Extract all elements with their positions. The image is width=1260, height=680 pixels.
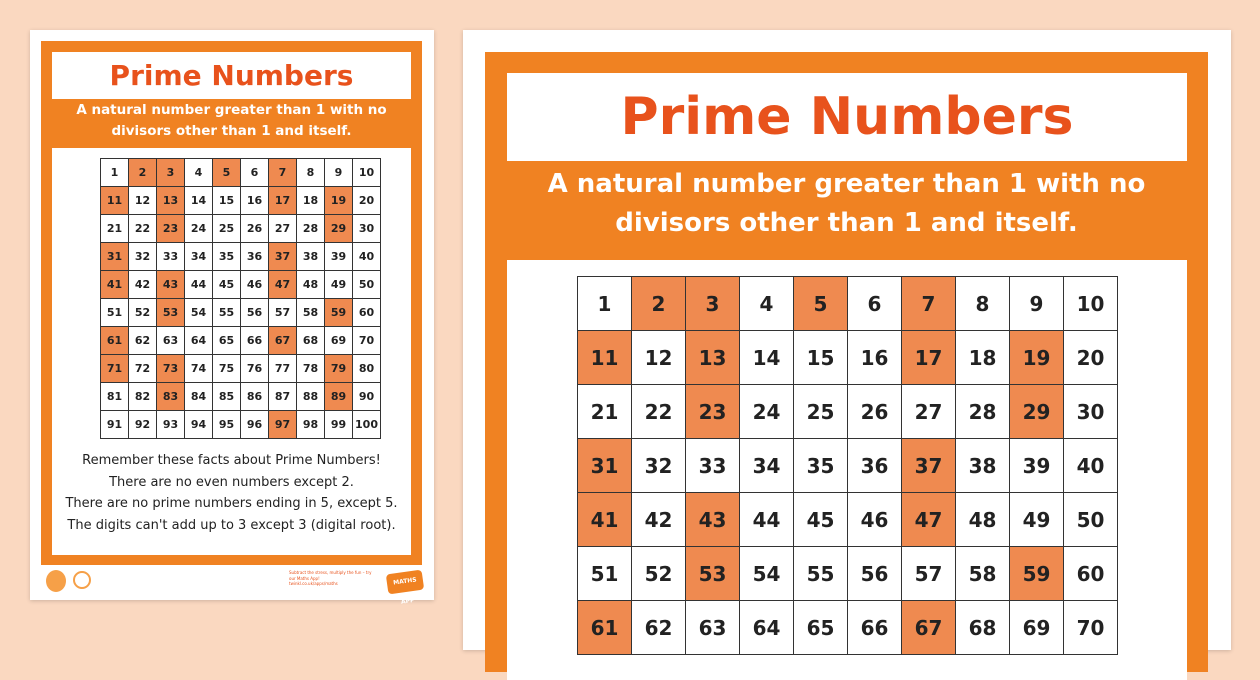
grid-cell: 78 [297, 355, 325, 383]
grid-cell: 4 [185, 159, 213, 187]
grid-row [101, 411, 381, 439]
grid-cell: 32 [632, 439, 686, 493]
poster-thumbnail[interactable] [30, 30, 434, 606]
grid-cell: 4 [740, 277, 794, 331]
grid-cell: 12 [129, 187, 157, 215]
hundred-square-grid [100, 158, 381, 439]
grid-cell: 95 [213, 411, 241, 439]
grid-cell-prime: 23 [686, 385, 740, 439]
maths-app-badge: MATHS APP [386, 570, 424, 595]
poster-footer [41, 567, 422, 606]
grid-cell-prime: 61 [578, 601, 632, 655]
grid-cell-prime: 5 [794, 277, 848, 331]
grid-cell: 49 [325, 271, 353, 299]
grid-cell: 70 [353, 327, 381, 355]
grid-cell: 42 [632, 493, 686, 547]
grid-cell: 60 [1064, 547, 1118, 601]
poster-frame-zoom [485, 52, 1208, 672]
grid-cell: 10 [353, 159, 381, 187]
grid-cell: 26 [848, 385, 902, 439]
grid-cell: 51 [578, 547, 632, 601]
grid-cell: 15 [213, 187, 241, 215]
grid-cell-prime: 23 [157, 215, 185, 243]
grid-cell: 92 [129, 411, 157, 439]
grid-cell: 14 [740, 331, 794, 385]
grid-cell: 56 [241, 299, 269, 327]
grid-cell: 93 [157, 411, 185, 439]
grid-cell-prime: 73 [157, 355, 185, 383]
grid-cell: 66 [241, 327, 269, 355]
grid-cell: 33 [686, 439, 740, 493]
grid-cell: 85 [213, 383, 241, 411]
grid-cell: 40 [1064, 439, 1118, 493]
grid-cell: 30 [353, 215, 381, 243]
grid-row [578, 385, 1118, 439]
grid-cell: 99 [325, 411, 353, 439]
grid-cell: 36 [241, 243, 269, 271]
poster-title: Prime Numbers [52, 52, 411, 99]
grid-cell: 35 [794, 439, 848, 493]
grid-cell: 14 [185, 187, 213, 215]
grid-cell-prime: 47 [269, 271, 297, 299]
grid-cell: 21 [578, 385, 632, 439]
grid-cell: 49 [1010, 493, 1064, 547]
grid-cell: 46 [241, 271, 269, 299]
grid-cell: 10 [1064, 277, 1118, 331]
grid-cell: 44 [185, 271, 213, 299]
grid-cell-prime: 31 [101, 243, 129, 271]
grid-cell: 16 [848, 331, 902, 385]
grid-cell: 55 [794, 547, 848, 601]
grid-cell: 1 [101, 159, 129, 187]
grid-cell-prime: 79 [325, 355, 353, 383]
grid-cell-prime: 59 [1010, 547, 1064, 601]
grid-cell: 32 [129, 243, 157, 271]
grid-cell-prime: 11 [578, 331, 632, 385]
poster-zoom-preview[interactable] [463, 30, 1231, 650]
grid-cell-prime: 41 [101, 271, 129, 299]
fact-item: The digits can't add up to 3 except 3 (digital root). [67, 517, 396, 533]
subtitle-line-2: divisors other than 1 and itself. [615, 208, 1078, 238]
grid-cell: 45 [213, 271, 241, 299]
twinkl-logo-icon [46, 570, 66, 592]
grid-cell-prime: 71 [101, 355, 129, 383]
grid-cell: 25 [213, 215, 241, 243]
fact-item: There are no even numbers except 2. [109, 474, 354, 490]
grid-cell: 60 [353, 299, 381, 327]
grid-row [101, 243, 381, 271]
grid-cell-prime: 61 [101, 327, 129, 355]
grid-cell-prime: 31 [578, 439, 632, 493]
grid-cell: 22 [632, 385, 686, 439]
grid-cell: 1 [578, 277, 632, 331]
grid-cell: 52 [129, 299, 157, 327]
grid-cell: 38 [297, 243, 325, 271]
poster-panel [52, 148, 411, 555]
fact-item: There are no prime numbers ending in 5, except 5. [65, 496, 398, 511]
grid-cell: 24 [185, 215, 213, 243]
grid-cell: 28 [297, 215, 325, 243]
grid-cell: 69 [325, 327, 353, 355]
grid-cell: 44 [740, 493, 794, 547]
grid-cell-prime: 7 [902, 277, 956, 331]
poster-panel-zoom [507, 260, 1187, 680]
grid-cell-prime: 53 [686, 547, 740, 601]
grid-row [578, 277, 1118, 331]
grid-cell: 55 [213, 299, 241, 327]
grid-cell: 27 [269, 215, 297, 243]
grid-row [578, 547, 1118, 601]
grid-cell-prime: 17 [902, 331, 956, 385]
grid-cell: 6 [241, 159, 269, 187]
grid-cell: 48 [297, 271, 325, 299]
grid-cell-prime: 41 [578, 493, 632, 547]
grid-cell: 27 [902, 385, 956, 439]
grid-cell: 28 [956, 385, 1010, 439]
grid-cell: 50 [1064, 493, 1118, 547]
grid-cell: 20 [1064, 331, 1118, 385]
grid-cell: 72 [129, 355, 157, 383]
grid-cell: 76 [241, 355, 269, 383]
grid-cell: 40 [353, 243, 381, 271]
grid-cell: 46 [848, 493, 902, 547]
grid-cell-prime: 37 [269, 243, 297, 271]
grid-cell: 56 [848, 547, 902, 601]
grid-cell-prime: 67 [902, 601, 956, 655]
grid-cell: 84 [185, 383, 213, 411]
grid-cell: 24 [740, 385, 794, 439]
grid-cell-prime: 83 [157, 383, 185, 411]
grid-cell-prime: 89 [325, 383, 353, 411]
grid-cell: 81 [101, 383, 129, 411]
grid-cell: 62 [129, 327, 157, 355]
grid-cell-prime: 67 [269, 327, 297, 355]
grid-cell: 90 [353, 383, 381, 411]
grid-cell: 34 [185, 243, 213, 271]
grid-cell: 82 [129, 383, 157, 411]
grid-cell: 39 [1010, 439, 1064, 493]
grid-row [101, 159, 381, 187]
grid-cell-prime: 11 [101, 187, 129, 215]
quality-seal-icon [73, 571, 91, 589]
grid-cell: 94 [185, 411, 213, 439]
grid-cell: 30 [1064, 385, 1118, 439]
grid-cell-prime: 17 [269, 187, 297, 215]
grid-cell: 9 [1010, 277, 1064, 331]
grid-cell: 68 [956, 601, 1010, 655]
grid-cell: 22 [129, 215, 157, 243]
grid-cell: 66 [848, 601, 902, 655]
grid-cell: 34 [740, 439, 794, 493]
grid-cell-prime: 43 [686, 493, 740, 547]
subtitle-line-1: A natural number greater than 1 with no [76, 102, 387, 118]
grid-cell: 98 [297, 411, 325, 439]
grid-cell-prime: 97 [269, 411, 297, 439]
grid-cell-prime: 3 [157, 159, 185, 187]
grid-row [101, 299, 381, 327]
grid-row [101, 187, 381, 215]
grid-row [101, 327, 381, 355]
grid-cell: 33 [157, 243, 185, 271]
grid-cell: 52 [632, 547, 686, 601]
grid-cell: 62 [632, 601, 686, 655]
grid-cell: 6 [848, 277, 902, 331]
grid-cell: 58 [956, 547, 1010, 601]
grid-cell: 39 [325, 243, 353, 271]
grid-cell: 86 [241, 383, 269, 411]
grid-cell: 25 [794, 385, 848, 439]
grid-cell: 48 [956, 493, 1010, 547]
grid-cell: 54 [740, 547, 794, 601]
grid-cell-prime: 3 [686, 277, 740, 331]
grid-cell: 18 [297, 187, 325, 215]
grid-cell: 91 [101, 411, 129, 439]
grid-cell: 74 [185, 355, 213, 383]
grid-cell-prime: 29 [1010, 385, 1064, 439]
grid-cell: 65 [213, 327, 241, 355]
grid-cell-prime: 13 [686, 331, 740, 385]
grid-cell: 18 [956, 331, 1010, 385]
grid-cell-prime: 29 [325, 215, 353, 243]
grid-row [101, 271, 381, 299]
grid-cell-prime: 59 [325, 299, 353, 327]
poster-frame [41, 41, 422, 565]
hundred-square-grid-zoom [577, 276, 1118, 655]
grid-cell: 16 [241, 187, 269, 215]
grid-cell: 63 [157, 327, 185, 355]
grid-cell-prime: 37 [902, 439, 956, 493]
grid-cell-prime: 2 [129, 159, 157, 187]
grid-row [101, 215, 381, 243]
grid-cell: 96 [241, 411, 269, 439]
grid-cell-prime: 19 [1010, 331, 1064, 385]
grid-cell: 45 [794, 493, 848, 547]
grid-cell: 69 [1010, 601, 1064, 655]
facts-list [52, 450, 411, 536]
grid-cell: 26 [241, 215, 269, 243]
facts-heading: Remember these facts about Prime Numbers! [82, 453, 381, 468]
poster-title-zoom: Prime Numbers [507, 73, 1187, 161]
grid-cell: 54 [185, 299, 213, 327]
grid-row [578, 601, 1118, 655]
subtitle-line-1: A natural number greater than 1 with no [547, 169, 1146, 199]
grid-cell: 58 [297, 299, 325, 327]
grid-cell: 80 [353, 355, 381, 383]
grid-cell-prime: 43 [157, 271, 185, 299]
grid-cell-prime: 19 [325, 187, 353, 215]
grid-cell-prime: 47 [902, 493, 956, 547]
grid-cell: 20 [353, 187, 381, 215]
grid-cell: 57 [902, 547, 956, 601]
grid-cell: 12 [632, 331, 686, 385]
grid-cell-prime: 7 [269, 159, 297, 187]
grid-cell: 70 [1064, 601, 1118, 655]
subtitle-line-2: divisors other than 1 and itself. [111, 123, 352, 139]
grid-cell: 57 [269, 299, 297, 327]
grid-cell: 65 [794, 601, 848, 655]
grid-cell: 36 [848, 439, 902, 493]
grid-cell: 64 [185, 327, 213, 355]
grid-cell: 8 [956, 277, 1010, 331]
grid-cell: 100 [353, 411, 381, 439]
grid-cell: 21 [101, 215, 129, 243]
grid-row [578, 439, 1118, 493]
grid-cell: 38 [956, 439, 1010, 493]
grid-row [578, 331, 1118, 385]
grid-cell: 88 [297, 383, 325, 411]
grid-cell: 68 [297, 327, 325, 355]
grid-cell: 15 [794, 331, 848, 385]
grid-cell: 75 [213, 355, 241, 383]
grid-row [578, 493, 1118, 547]
grid-row [101, 383, 381, 411]
grid-cell-prime: 53 [157, 299, 185, 327]
grid-cell: 64 [740, 601, 794, 655]
grid-cell-prime: 2 [632, 277, 686, 331]
grid-cell: 63 [686, 601, 740, 655]
grid-cell: 50 [353, 271, 381, 299]
grid-cell-prime: 13 [157, 187, 185, 215]
grid-cell: 42 [129, 271, 157, 299]
poster-subtitle-zoom [495, 165, 1198, 243]
grid-cell: 51 [101, 299, 129, 327]
grid-cell: 9 [325, 159, 353, 187]
grid-cell: 87 [269, 383, 297, 411]
grid-cell: 35 [213, 243, 241, 271]
grid-cell: 8 [297, 159, 325, 187]
grid-cell-prime: 5 [213, 159, 241, 187]
poster-subtitle [47, 100, 416, 142]
grid-row [101, 355, 381, 383]
app-promo-text: Subtract the stress, multiply the fun – try our Maths App! twinkl.co.uk/apps/maths [289, 570, 372, 586]
grid-cell: 77 [269, 355, 297, 383]
